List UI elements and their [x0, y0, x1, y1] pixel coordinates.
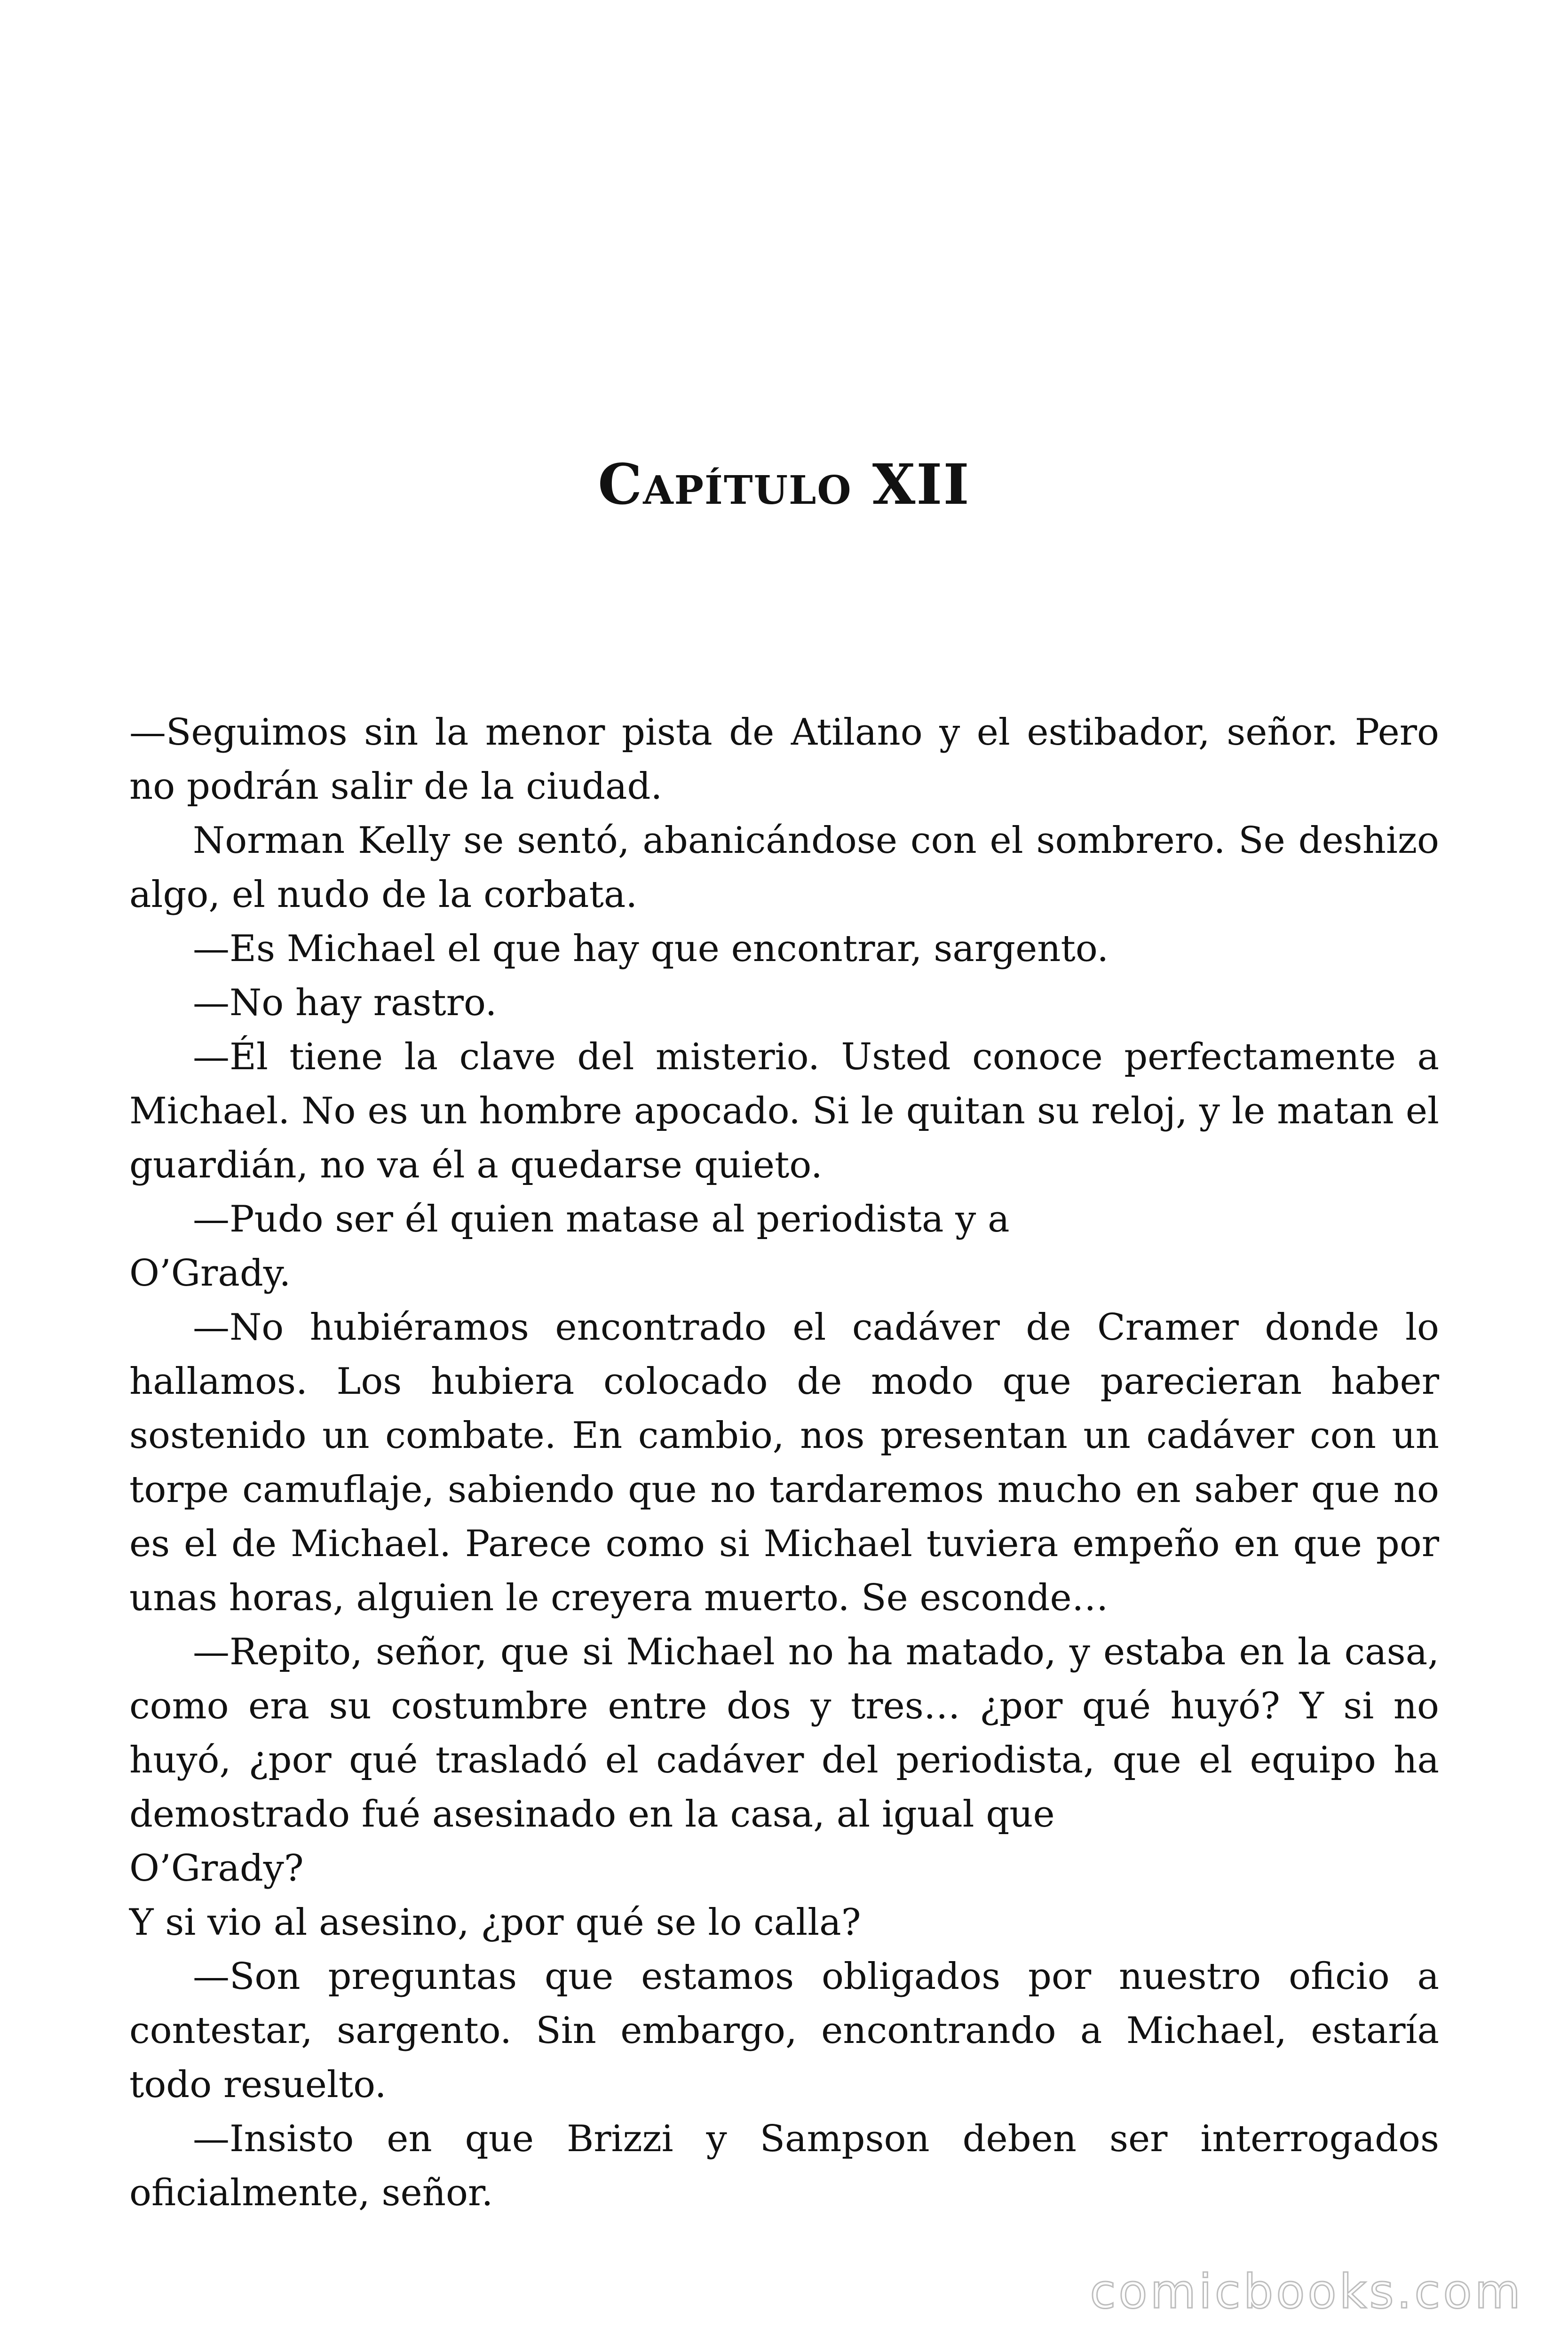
paragraph: —No hay rastro. [193, 982, 497, 1024]
paragraph: Norman Kelly se sentó, abanicándose con el sombrero. Se deshizo algo, el nudo de la corbata. [129, 819, 1439, 916]
paragraph: —Pudo ser él quien matase al periodista y a [193, 1198, 1010, 1240]
paragraph: Y si vio al asesino, ¿por qué se lo calla? [129, 1901, 861, 1944]
paragraph: O’Grady? [129, 1847, 304, 1890]
paragraph: —Él tiene la clave del misterio. Usted conoce perfectamente a Michael. No es un hombre apocado. Si le quitan su reloj, y le matan el guardián, no va él a quedarse quieto. [129, 1036, 1439, 1186]
paragraph: —No hubiéramos encontrado el cadáver de Cramer donde lo hallamos. Los hubiera colocado de modo que parecieran haber sostenido un combate. En cambio, nos presentan un cadáver con un torpe camuflaje, sabiendo que no tardaremos mucho en saber que no es el de Michael. Parece como si Michael tuviera empeño en que por unas horas, alguien le creyera muerto. Se esconde… [129, 1306, 1439, 1619]
chapter-body [129, 706, 1439, 2220]
paragraph: —Seguimos sin la menor pista de Atilano y el estibador, señor. Pero no podrán salir de la ciudad. [129, 711, 1439, 808]
paragraph: O’Grady. [129, 1252, 291, 1295]
paragraph: —Son preguntas que estamos obligados por nuestro oficio a contestar, sargento. Sin embargo, encontrando a Michael, estaría todo resuelto. [129, 1955, 1439, 2106]
watermark: comicbooks.com [1090, 2264, 1523, 2319]
paragraph: —Es Michael el que hay que encontrar, sargento. [193, 928, 1109, 970]
chapter-title: Capítulo XII [598, 452, 970, 517]
paragraph: —Insisto en que Brizzi y Sampson deben ser interrogados oficialmente, señor. [129, 2118, 1439, 2214]
paragraph: —Repito, señor, que si Michael no ha matado, y estaba en la casa, como era su costumbre entre dos y tres… ¿por qué huyó? Y si no huyó, ¿por qué trasladó el cadáver del periodista, que el equipo ha demostrado fué asesinado en la casa, al igual que [129, 1631, 1439, 1836]
